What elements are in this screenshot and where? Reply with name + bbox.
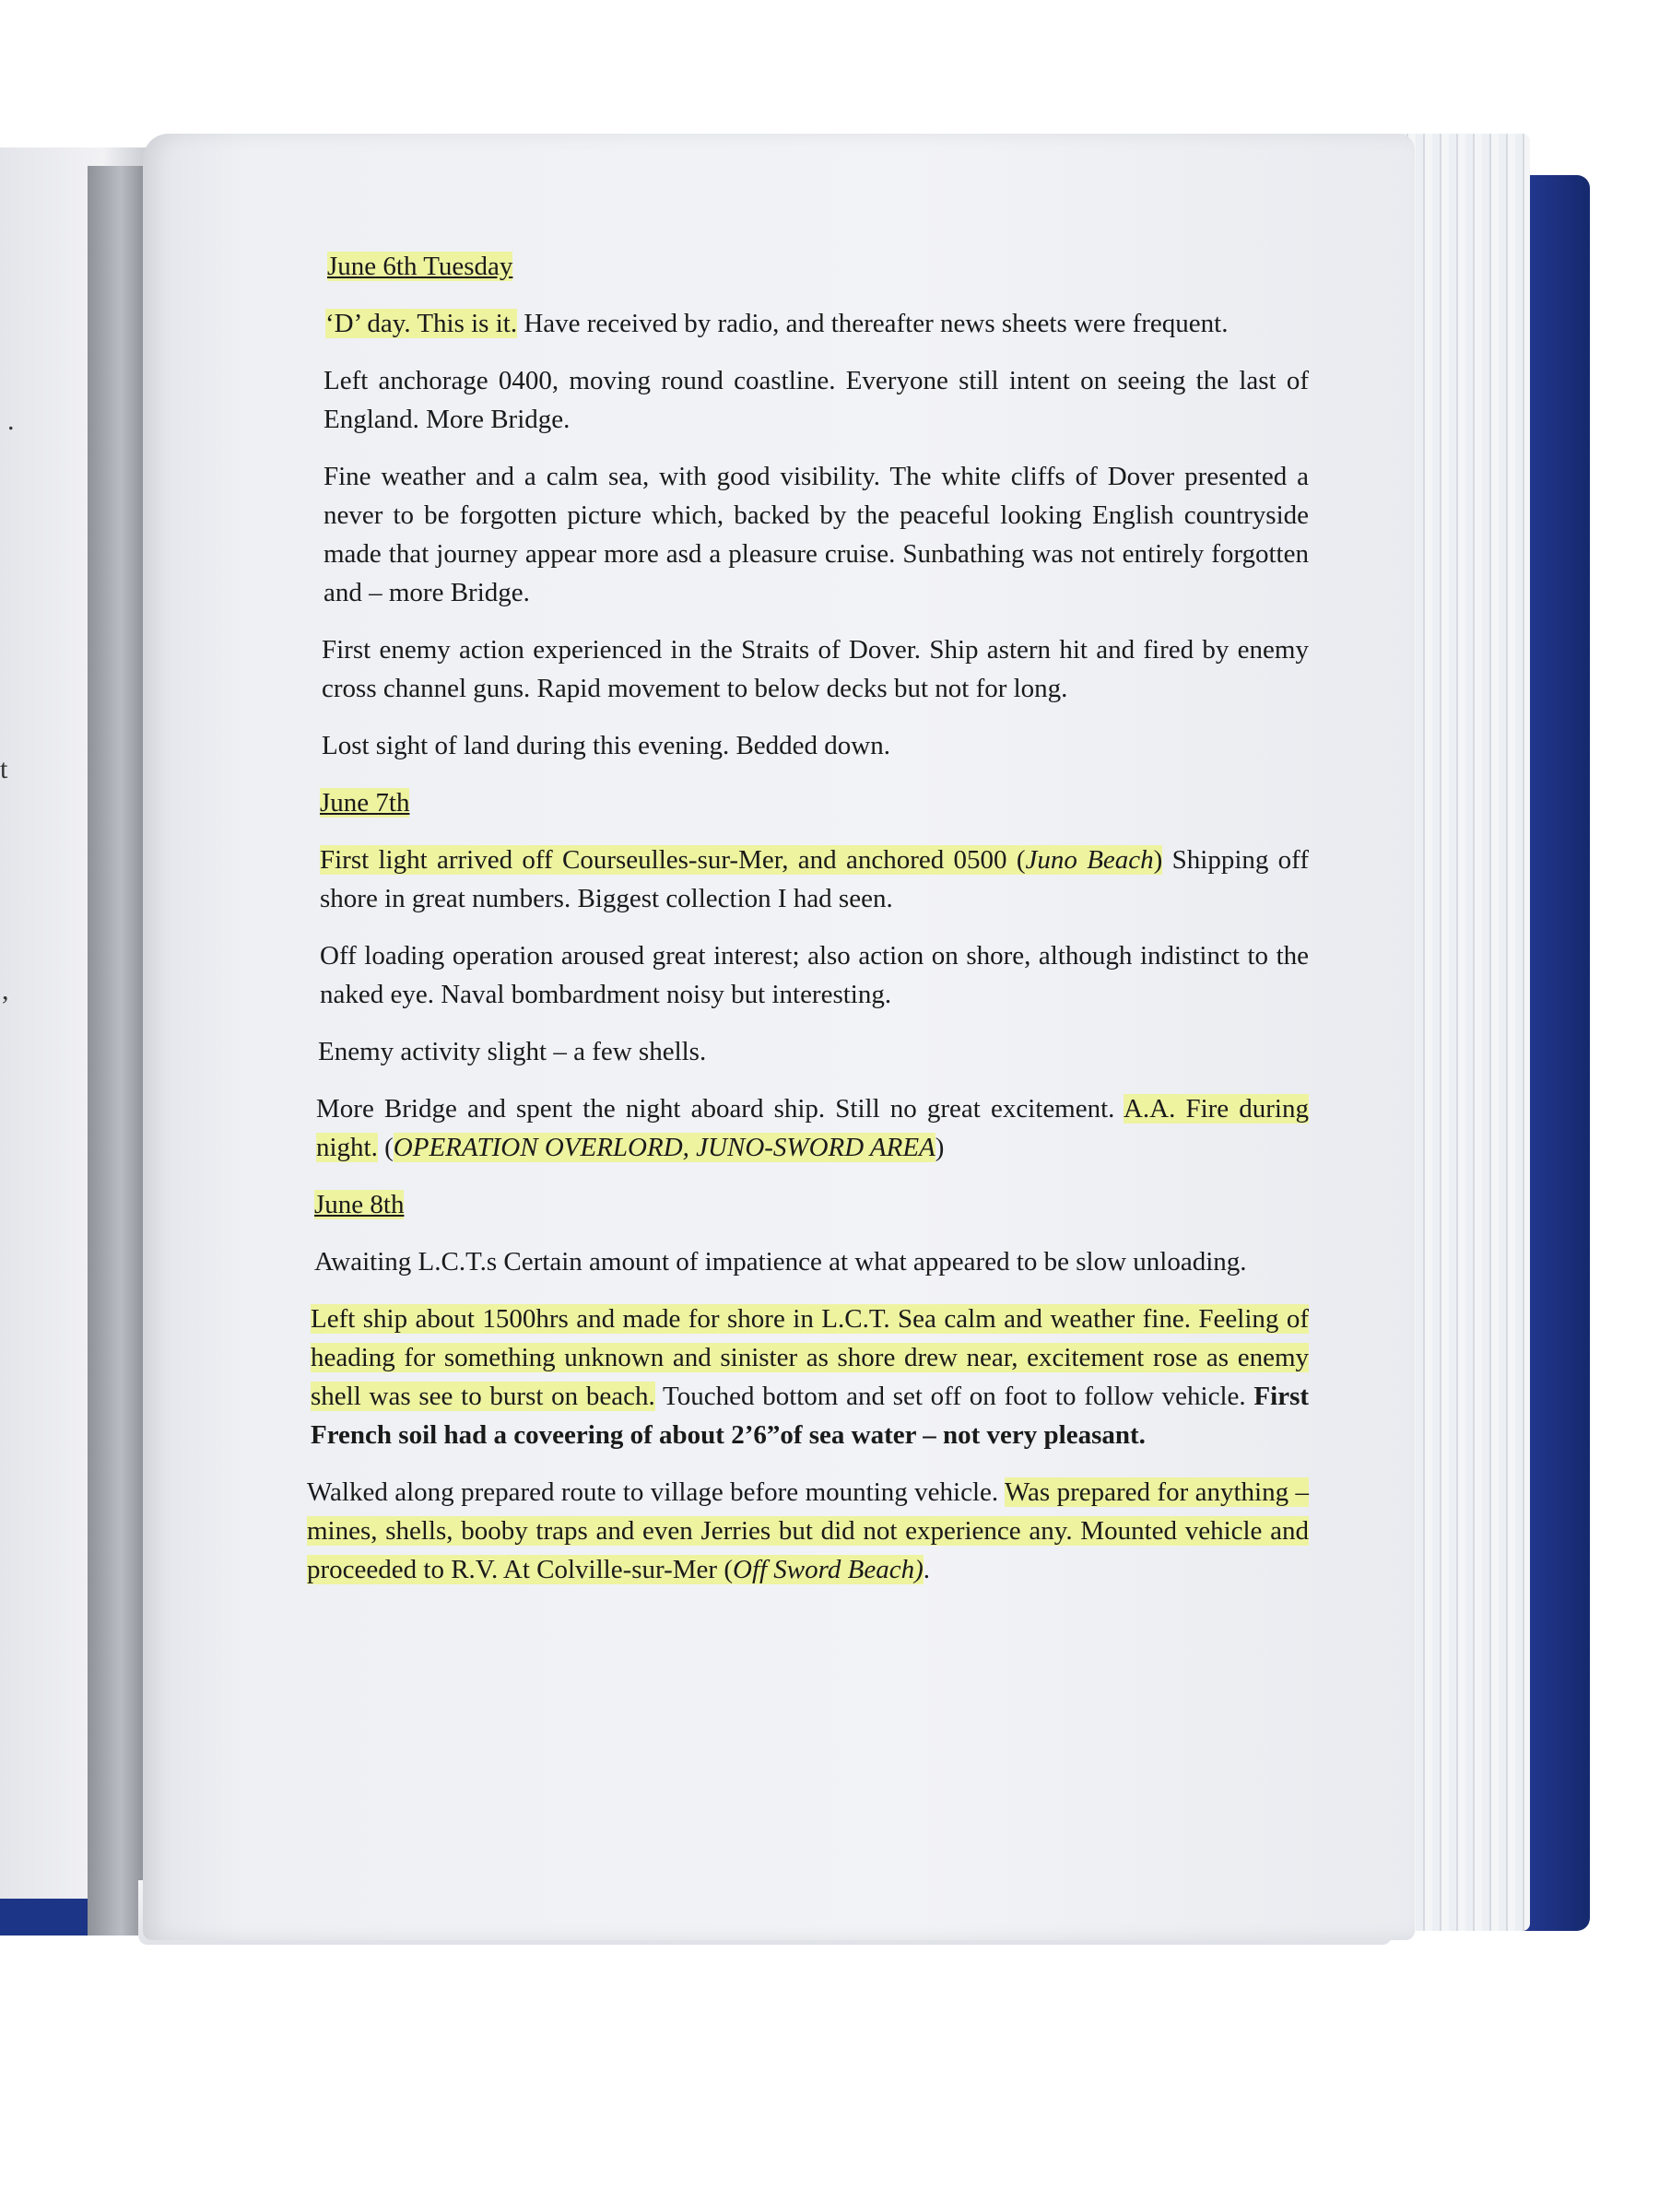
paragraph: Enemy activity slight – a few shells. xyxy=(318,1037,707,1066)
entry-heading: June 8th xyxy=(314,1190,405,1219)
left-page-mark: , xyxy=(2,975,9,1006)
paragraph: First light arrived off Courseulles-sur-Mer, and anchored 0500 (Juno Beach) Shipping off shore in great numbers. Biggest collection I had seen. xyxy=(320,845,1309,913)
diary-text xyxy=(307,247,1310,1607)
paragraph: More Bridge and spent the night aboard ship. Still no great excitement. A.A. Fire during night. (OPERATION OVERLORD, JUNO-SWORD AREA) xyxy=(316,1094,1309,1162)
left-page-mark: . xyxy=(7,406,15,436)
paragraph: ‘D’ day. This is it. Have received by radio, and thereafter news sheets were frequent. xyxy=(325,309,1229,338)
paragraph: Off loading operation aroused great interest; also action on shore, although indistinct to the naked eye. Naval bombardment noisy but interesting. xyxy=(320,941,1309,1009)
paragraph: Lost sight of land during this evening. Bedded down. xyxy=(322,731,890,760)
paragraph: Fine weather and a calm sea, with good visibility. The white cliffs of Dover presented a never to be forgotten picture which, backed by the peaceful looking English countryside made that journey appear more asd a pleasure cruise. Sunbathing was not entirely forgotten and – more Bridge. xyxy=(324,462,1309,607)
paragraph: Left ship about 1500hrs and made for shore in L.C.T. Sea calm and weather fine. Feeling of heading for something unknown and sinister as shore drew near, excitement rose as enemy shell was see to burst on beach. Touched bottom and set off on foot to follow vehicle. First French soil had a coveering of about 2’6”of sea water – not very pleasant. xyxy=(311,1304,1310,1450)
paragraph: Left anchorage 0400, moving round coastline. Everyone still intent on seeing the last of England. More Bridge. xyxy=(324,366,1309,434)
left-page-mark: t xyxy=(0,754,8,784)
entry-heading: June 6th Tuesday xyxy=(327,252,513,281)
entry-heading: June 7th xyxy=(320,788,410,818)
paragraph: Awaiting L.C.T.s Certain amount of impatience at what appeared to be slow unloading. xyxy=(314,1247,1247,1277)
paragraph: Walked along prepared route to village before mounting vehicle. Was prepared for anything – mines, shells, booby traps and even Jerries but did not experience any. Mounted vehicle and proceeded to R.V. At Colville-sur-Mer (Off Sword Beach). xyxy=(307,1477,1310,1584)
paragraph: First enemy action experienced in the Straits of Dover. Ship astern hit and fired by enemy cross channel guns. Rapid movement to below decks but not for long. xyxy=(322,635,1309,703)
